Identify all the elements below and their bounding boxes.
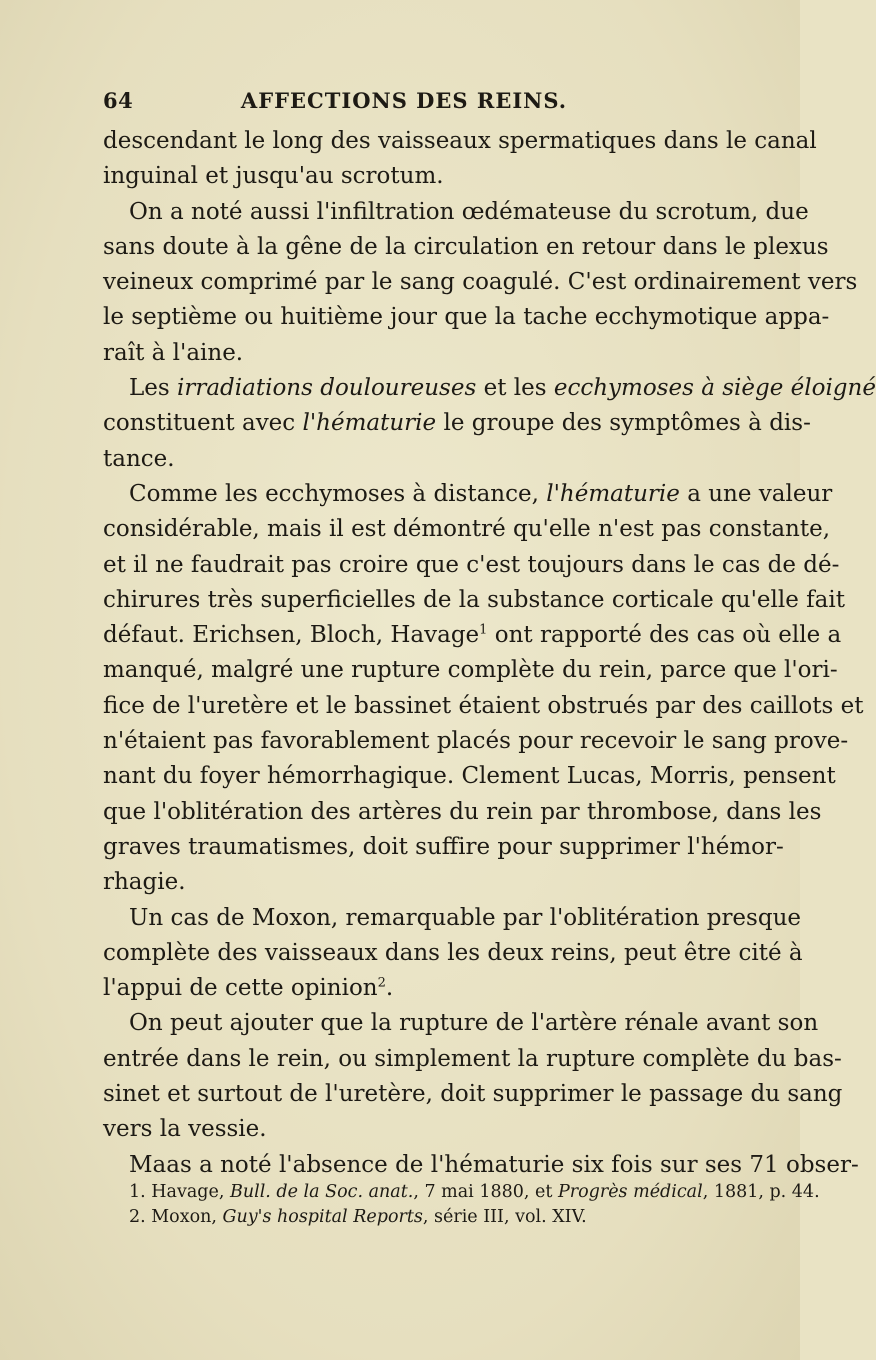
text-line: sans doute à la gêne de la circulation en retour dans le plexus — [103, 233, 829, 260]
text-line: considérable, mais il est démontré qu'elle n'est pas constante, — [103, 516, 831, 543]
text-line: rhagie. — [103, 869, 186, 896]
footnotes — [103, 1180, 820, 1230]
text-line: l'appui de cette opinion$^2$. — [103, 975, 394, 1002]
text-line: vers la vessie. — [103, 1116, 267, 1143]
text-line: sinet et surtout de l'uretère, doit supprimer le passage du sang — [103, 1081, 843, 1108]
footnote-ref: 2 — [377, 975, 386, 991]
text-line: que l'oblitération des artères du rein par thrombose, dans les — [103, 798, 822, 825]
text-line: inguinal et jusqu'au scrotum. — [103, 163, 444, 190]
page-number: 64 — [103, 88, 134, 113]
text-line: descendant le long des vaisseaux spermatiques dans le canal — [103, 128, 817, 154]
text-line: veineux comprimé par le sang coagulé. C'est ordinairement vers — [103, 269, 858, 296]
text-line: graves traumatismes, doit suffire pour supprimer l'hémor- — [103, 833, 784, 860]
text-line: nant du foyer hémorrhagique. Clement Lucas, Morris, pensent — [103, 763, 836, 790]
text-line: défaut. Erichsen, Bloch, Havage$^1$ ont rapporté des cas où elle a — [103, 622, 842, 649]
footnote-ref: 1 — [479, 622, 488, 638]
text-line: On peut ajouter que la rupture de l'artère rénale avant son — [129, 1010, 819, 1037]
text-line: fice de l'uretère et le bassinet étaient obstrués par des caillots et — [103, 692, 864, 719]
text-line: Les irradiations douloureuses et les ecchymoses à siège éloigné — [129, 375, 876, 402]
text-line: Comme les ecchymoses à distance, l'hématurie a une valeur — [129, 480, 833, 507]
text-line: On a noté aussi l'infiltration œdémateuse du scrotum, due — [129, 198, 809, 225]
text-line: le septième ou huitième jour que la tache ecchymotique appa- — [103, 304, 830, 331]
body-text — [103, 124, 876, 1183]
text-line: et il ne faudrait pas croire que c'est toujours dans le cas de dé- — [103, 551, 840, 578]
text-line: complète des vaisseaux dans les deux reins, peut être cité à — [103, 939, 803, 966]
footnote-2: 2. Moxon, Guy's hospital Reports, série III, vol. XIV. — [129, 1207, 587, 1227]
text-line: constituent avec l'hématurie le groupe des symptômes à dis- — [103, 410, 811, 437]
footnote-1: 1. Havage, Bull. de la Soc. anat., 7 mai 1880, et Progrès médical, 1881, p. 44. — [129, 1182, 820, 1202]
page-header — [103, 88, 705, 114]
running-head: AFFECTIONS DES REINS. — [240, 88, 568, 113]
text-line: Un cas de Moxon, remarquable par l'oblitération presque — [129, 904, 801, 931]
text-line: n'étaient pas favorablement placés pour recevoir le sang prove- — [103, 728, 849, 755]
text-line: raît à l'aine. — [103, 339, 244, 366]
text-line: tance. — [103, 445, 175, 472]
text-line: entrée dans le rein, ou simplement la rupture complète du bas- — [103, 1045, 842, 1072]
text-line: chirures très superficielles de la substance corticale qu'elle fait — [103, 586, 845, 613]
text-line: manqué, malgré une rupture complète du rein, parce que l'ori- — [103, 657, 838, 684]
text-line: Maas a noté l'absence de l'hématurie six fois sur ses 71 obser- — [129, 1151, 859, 1178]
